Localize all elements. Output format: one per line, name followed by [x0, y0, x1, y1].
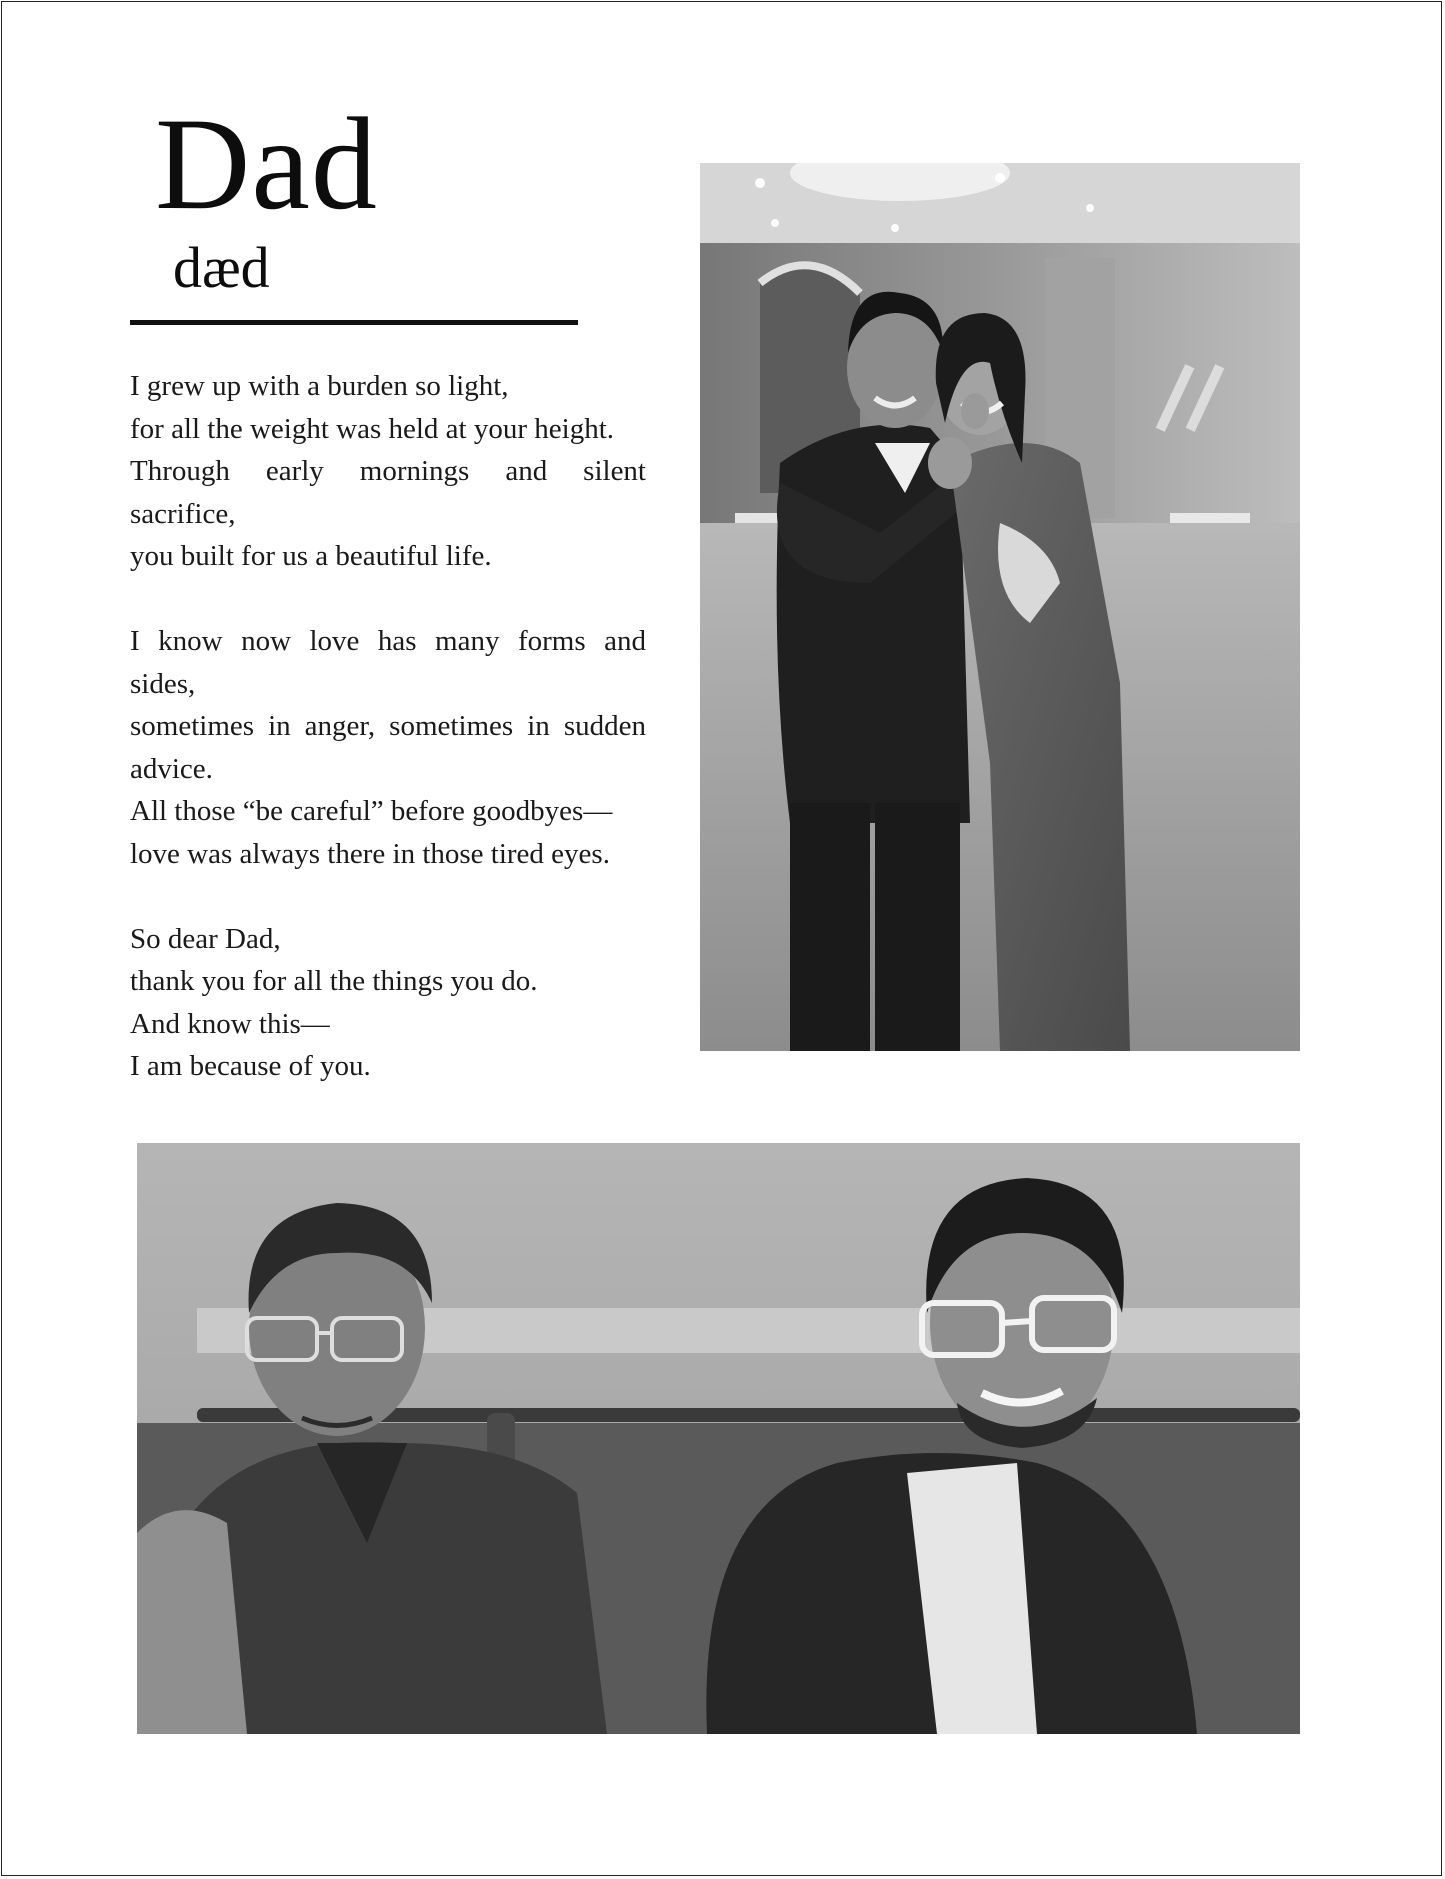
poem-stanza-1 [130, 365, 646, 578]
phonetic-spelling: dæd [173, 235, 270, 300]
poem-line: I am because of you. [130, 1050, 371, 1082]
poem-line: And know this— [130, 1007, 330, 1040]
poem-line: All those “be careful” before goodbyes— [130, 795, 613, 827]
poem-line: you built for us a beautiful life. [130, 540, 492, 572]
poem-line: thank you for all the things you do. [130, 965, 538, 997]
poem-line: I know now love has many forms and [130, 625, 646, 657]
poem-line: for all the weight was held at your height. [130, 412, 615, 445]
poem-line: sacrifice, [130, 497, 236, 530]
poem-line: sides, [130, 667, 196, 700]
photo-father-son-image [137, 1143, 1300, 1734]
poem [130, 365, 646, 1088]
poem-line: advice. [130, 752, 213, 785]
poem-line: Through early mornings and silent [130, 455, 646, 487]
title-divider [130, 320, 578, 325]
photo-father-daughter [700, 163, 1300, 1051]
poem-stanza-3 [130, 918, 646, 1088]
page-title: Dad [155, 90, 378, 237]
photo-father-son [137, 1143, 1300, 1734]
photo-father-daughter-image [700, 163, 1300, 1051]
poem-line: love was always there in those tired eyes. [130, 837, 610, 870]
poem-line: I grew up with a burden so light, [130, 370, 509, 402]
poem-line: So dear Dad, [130, 922, 281, 955]
poem-stanza-2 [130, 620, 646, 875]
poem-line: sometimes in anger, sometimes in sudden [130, 710, 646, 742]
